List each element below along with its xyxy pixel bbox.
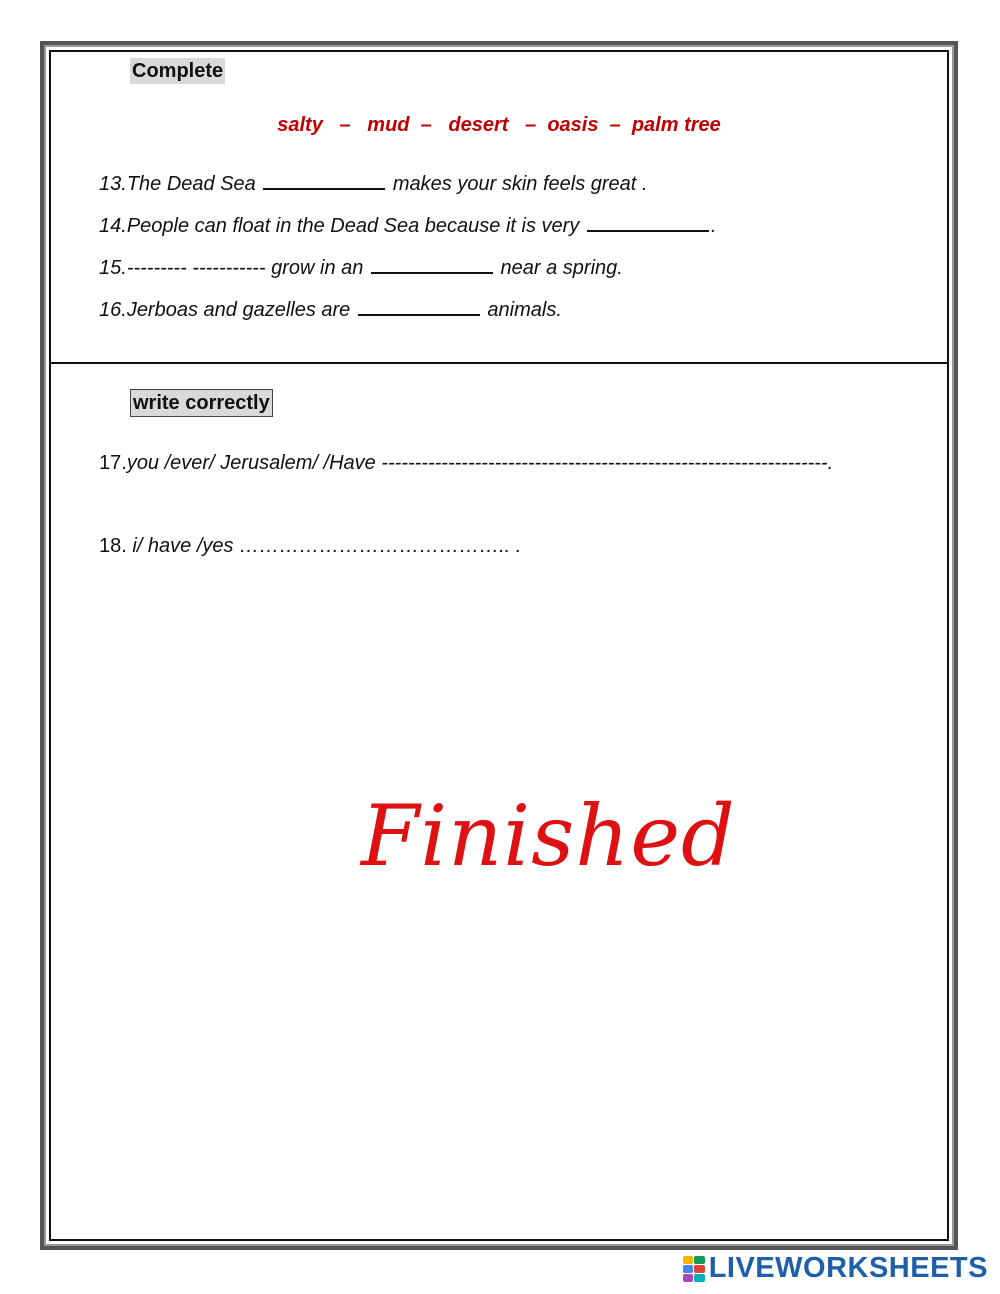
brand-name: LIVEWORKSHEETS [708,1252,988,1284]
question-text-after: . [710,215,717,237]
question-17 [99,452,833,475]
question-text-before: Jerboas and gazelles are [126,299,356,321]
complete-heading: Complete [132,60,224,82]
question-text-after: makes your skin feels great . [387,173,648,195]
question-number: 18. [99,535,127,557]
answer-blank-13[interactable] [263,170,385,190]
question-text-after: animals. [481,299,562,321]
worksheet-frame [40,41,958,1250]
question-16 [99,296,562,322]
question-text-before: --------- ----------- grow in an [126,257,369,279]
worksheet-inner-border [49,50,949,1241]
question-text[interactable]: i/ have /yes ………………………………….. . [126,535,522,557]
question-number: 13. [99,173,127,195]
answer-blank-15[interactable] [371,254,493,274]
section-divider [51,362,947,364]
question-18 [99,535,521,558]
liveworksheets-logo-icon [683,1256,705,1282]
question-number: 15. [99,257,127,279]
answer-blank-16[interactable] [358,296,480,316]
question-text-after: near a spring. [494,257,623,279]
question-text-before: The Dead Sea [126,173,262,195]
liveworksheets-brand [683,1252,988,1285]
question-text-before: People can float in the Dead Sea because it is very [126,215,585,237]
question-text[interactable]: you /ever/ Jerusalem/ /Have -------------------------------------------------------------------. [126,452,834,474]
write-correctly-heading: write correctly [130,389,273,417]
question-number: 17. [99,452,127,474]
finished-stamp: Finished [361,787,736,885]
question-number: 16. [99,299,127,321]
question-number: 14. [99,215,127,237]
question-13 [99,170,647,196]
question-15 [99,254,623,280]
answer-blank-14[interactable] [587,212,709,232]
word-bank: salty – mud – desert – oasis – palm tree [277,114,721,136]
question-14 [99,212,716,238]
